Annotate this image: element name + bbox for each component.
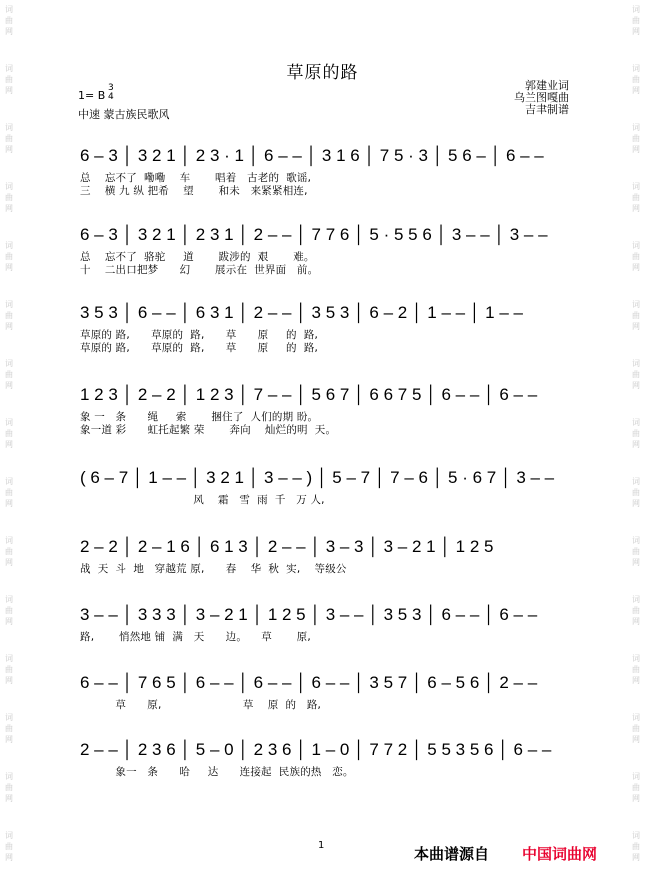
watermark-text: 词 曲 网 bbox=[632, 654, 640, 685]
watermark-text: 词 曲 网 bbox=[5, 595, 13, 626]
lyrics-verse-1: 总 忘不了 嘞嘞 车 唱着 古老的 歌谣, bbox=[80, 172, 312, 184]
watermark-text: 词 曲 网 bbox=[5, 772, 13, 803]
watermark-left bbox=[2, 0, 16, 891]
watermark-text: 词 曲 网 bbox=[632, 713, 640, 744]
watermark-text: 词 曲 网 bbox=[632, 241, 640, 272]
key-signature: 1= B bbox=[78, 89, 106, 102]
notation-line: 1 2 3 │ 2 – 2 │ 1 2 3 │ 7 – – │ 5 6 7 │ 6 6 7 5 │ 6 – – │ 6 – – bbox=[80, 385, 538, 404]
watermark-text: 词 曲 网 bbox=[5, 64, 13, 95]
watermark-text: 词 曲 网 bbox=[5, 477, 13, 508]
watermark-text: 词 曲 网 bbox=[632, 595, 640, 626]
time-signature-top: 3 bbox=[108, 83, 114, 93]
notation-line: 3 – – │ 3 3 3 │ 3 – 2 1 │ 1 2 5 │ 3 – – │ 3 5 3 │ 6 – – │ 6 – – bbox=[80, 605, 538, 624]
watermark-text: 词 曲 网 bbox=[632, 300, 640, 331]
time-signature-bottom: 4 bbox=[108, 92, 114, 102]
watermark-text: 词 曲 网 bbox=[5, 831, 13, 862]
watermark-text: 词 曲 网 bbox=[632, 359, 640, 390]
lyrics-verse-1: 草原的 路, 草原的 路, 草 原 的 路, bbox=[80, 329, 319, 341]
page-number: 1 bbox=[318, 840, 325, 851]
watermark-text: 词 曲 网 bbox=[632, 536, 640, 567]
watermark-text: 词 曲 网 bbox=[632, 64, 640, 95]
watermark-text: 词 曲 网 bbox=[632, 772, 640, 803]
lyrics-verse-1: 总 忘不了 骆驼 道 跋涉的 艰 难。 bbox=[80, 251, 315, 263]
composer: 乌兰图嘎曲 bbox=[514, 91, 569, 104]
watermark-text: 词 曲 网 bbox=[5, 654, 13, 685]
lyrics-verse-2: 三 横 九 纵 把希 望 和未 来紧紧相连, bbox=[80, 185, 308, 197]
watermark-text: 词 曲 网 bbox=[5, 418, 13, 449]
lyrics-verse-1: 象一 条 哈 达 连接起 民族的热 恋。 bbox=[80, 766, 354, 778]
watermark-text: 词 曲 网 bbox=[5, 359, 13, 390]
lyrics-verse-1: 路, 悄然地 铺 满 天 边。 草 原, bbox=[80, 631, 311, 643]
lyrics-verse-1: 战 天 斗 地 穿越荒 原, 春 华 秋 实, 等级公 bbox=[80, 563, 347, 575]
watermark-text: 词 曲 网 bbox=[5, 300, 13, 331]
watermark-text: 词 曲 网 bbox=[5, 123, 13, 154]
watermark-text: 词 曲 网 bbox=[5, 182, 13, 213]
lyrics-verse-1: 象 一 条 绳 索 捆住了 人们的期 盼。 bbox=[80, 411, 319, 423]
watermark-text: 词 曲 网 bbox=[5, 5, 13, 36]
watermark-text: 词 曲 网 bbox=[5, 241, 13, 272]
lyrics-verse-2: 十 二出口把梦 幻 展示在 世界面 前。 bbox=[80, 264, 319, 276]
time-signature bbox=[108, 84, 114, 102]
watermark-text: 词 曲 网 bbox=[632, 123, 640, 154]
tempo-marking: 中速 蒙古族民歌风 bbox=[78, 108, 170, 121]
notation-line: 6 – 3 │ 3 2 1 │ 2 3 · 1 │ 6 – – │ 3 1 6 │ 7 5 · 3 │ 5 6 – │ 6 – – bbox=[80, 146, 544, 165]
notation-line: 6 – – │ 7 6 5 │ 6 – – │ 6 – – │ 6 – – │ 3 5 7 │ 6 – 5 6 │ 2 – – bbox=[80, 673, 538, 692]
lyricist: 郭建业词 bbox=[525, 79, 569, 92]
watermark-text: 词 曲 网 bbox=[5, 713, 13, 744]
watermark-right bbox=[629, 0, 643, 891]
watermark-text: 词 曲 网 bbox=[632, 477, 640, 508]
lyrics-verse-2: 草原的 路, 草原的 路, 草 原 的 路, bbox=[80, 342, 319, 354]
source-label: 本曲谱源自 bbox=[414, 845, 490, 863]
song-title: 草原的路 bbox=[286, 63, 359, 83]
watermark-text: 词 曲 网 bbox=[632, 418, 640, 449]
notation-line: 6 – 3 │ 3 2 1 │ 2 3 1 │ 2 – – │ 7 7 6 │ 5 · 5 5 6 │ 3 – – │ 3 – – bbox=[80, 225, 548, 244]
notation-line: 2 – 2 │ 2 – 1 6 │ 6 1 3 │ 2 – – │ 3 – 3 │ 3 – 2 1 │ 1 2 5 bbox=[80, 537, 494, 556]
lyrics-verse-2: 象一道 彩 虹托起繁 荣 奔向 灿烂的明 天。 bbox=[80, 424, 337, 436]
notation-line: 2 – – │ 2 3 6 │ 5 – 0 │ 2 3 6 │ 1 – 0 │ 7 7 2 │ 5 5 3 5 6 │ 6 – – bbox=[80, 740, 552, 759]
credits bbox=[514, 80, 569, 116]
transcriber: 吉聿制谱 bbox=[525, 103, 569, 116]
source-brand-link[interactable]: 中国词曲网 bbox=[522, 845, 598, 863]
lyrics-verse-1: 风 霜 雪 雨 千 万 人, bbox=[80, 494, 325, 506]
notation-line: 3 5 3 │ 6 – – │ 6 3 1 │ 2 – – │ 3 5 3 │ 6 – 2 │ 1 – – │ 1 – – bbox=[80, 303, 523, 322]
lyrics-verse-1: 草 原, 草 原 的 路, bbox=[80, 699, 322, 711]
watermark-text: 词 曲 网 bbox=[632, 182, 640, 213]
notation-line: ( 6 – 7 │ 1 – – │ 3 2 1 │ 3 – – ) │ 5 – 7 │ 7 – 6 │ 5 · 6 7 │ 3 – – bbox=[80, 468, 555, 487]
watermark-text: 词 曲 网 bbox=[5, 536, 13, 567]
watermark-text: 词 曲 网 bbox=[632, 5, 640, 36]
watermark-text: 词 曲 网 bbox=[632, 831, 640, 862]
